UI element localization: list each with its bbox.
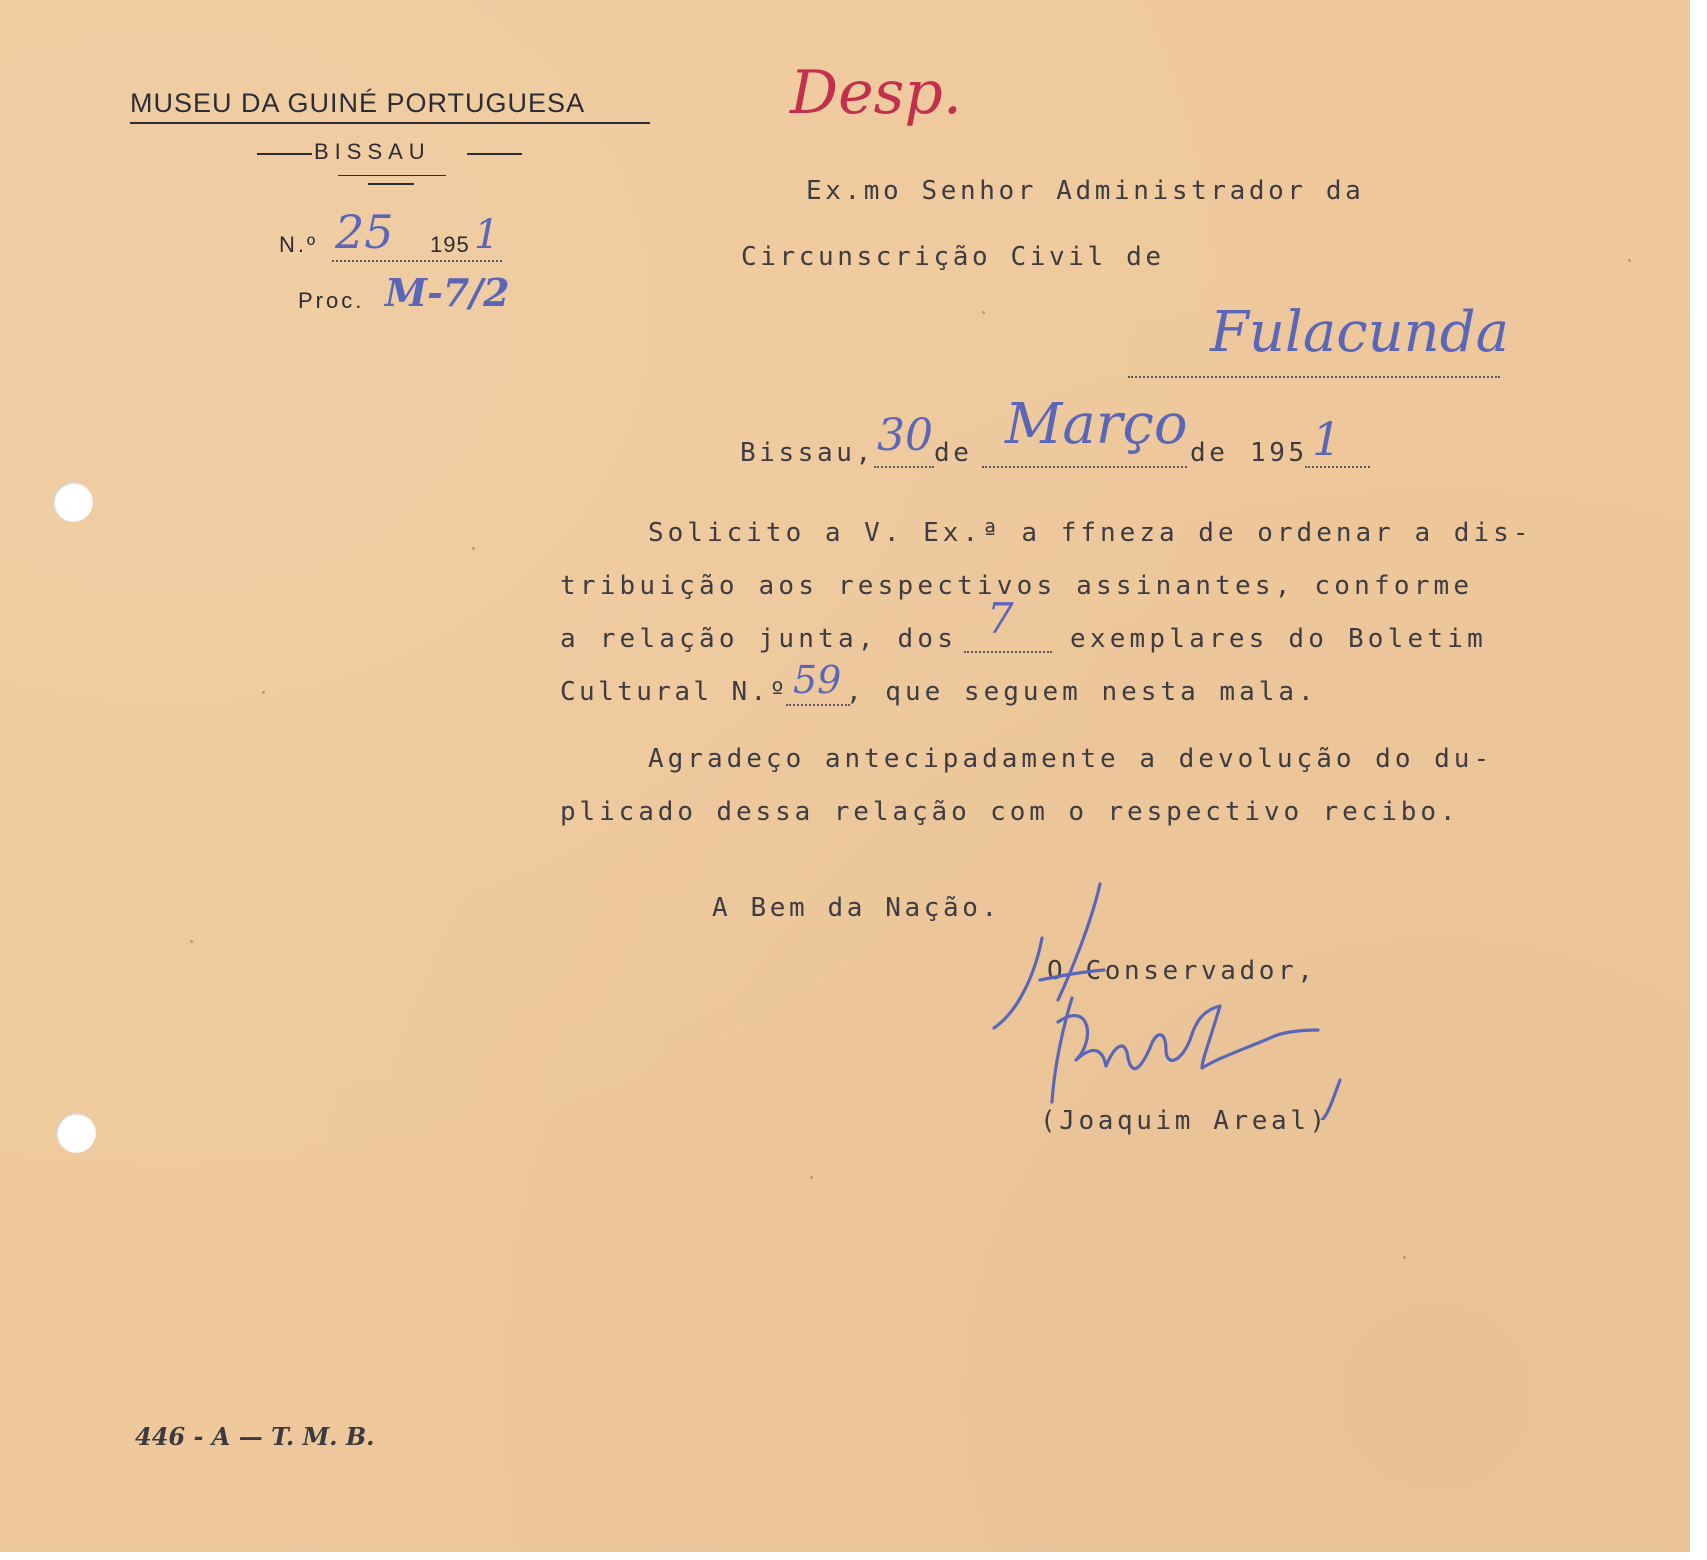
letterhead-institution: MUSEU DA GUINÉ PORTUGUESA	[130, 88, 586, 118]
proc-handwritten: M-7/2	[385, 270, 510, 315]
number-label: N.º	[279, 232, 319, 257]
dispatch-annotation: Desp.	[790, 58, 962, 128]
body-p1-line-2: tribuição aos respectivos assinantes, conforme	[560, 571, 1474, 601]
date-de-2: de	[1190, 438, 1229, 468]
date-month-dotline	[982, 466, 1187, 468]
closing-role: O Conservador,	[1047, 956, 1317, 986]
body-p1-line-3a: a relação junta, dos	[560, 624, 958, 654]
date-day-dotline	[874, 466, 934, 468]
copies-handwritten: 7	[987, 594, 1014, 643]
body-p1-line-4a: Cultural N.º	[560, 677, 789, 707]
body-p1-line-1: Solicito a V. Ex.ª a ffneza de ordenar a dis-	[648, 518, 1533, 548]
recipient-place: Fulacunda	[1210, 300, 1509, 365]
footer-print-code: 446 - A — T. M. B.	[135, 1422, 375, 1451]
letterhead-dash-left	[257, 153, 312, 155]
date-year-dotline	[1305, 466, 1370, 468]
number-dotline	[332, 260, 502, 262]
date-month: Março	[1005, 392, 1188, 457]
punch-hole-top	[53, 482, 93, 522]
issue-handwritten: 59	[793, 658, 842, 702]
recipient-line-2: Circunscrição Civil de	[741, 242, 1165, 272]
date-year-printed: 195	[1250, 438, 1308, 468]
issue-dotline	[786, 704, 850, 706]
body-p2-line-1: Agradeço antecipadamente a devolução do du-	[648, 744, 1494, 774]
recipient-line-1: Ex.mo Senhor Administrador da	[806, 176, 1365, 206]
closing-salutation: A Bem da Nação.	[712, 893, 1001, 923]
number-handwritten: 25	[335, 205, 394, 259]
punch-hole-bottom	[56, 1113, 96, 1153]
proc-label: Proc.	[298, 288, 365, 313]
copies-dotline	[964, 651, 1052, 653]
body-p1-line-3b: exemplares do Boletim	[1070, 624, 1487, 654]
number-year-printed: 195	[430, 232, 470, 257]
signature-scribble	[980, 880, 1380, 1120]
letterhead-dash-right	[467, 153, 522, 155]
closing-name: (Joaquim Areal)	[1040, 1106, 1329, 1136]
number-year-handwritten: 1	[474, 212, 500, 258]
date-year-handwritten: 1	[1312, 412, 1342, 466]
date-de-1: de	[934, 438, 973, 468]
letterhead-city: BISSAU	[314, 139, 431, 164]
letterhead-divider-short	[368, 183, 414, 185]
body-p1-line-4b: , que seguem nesta mala.	[846, 677, 1318, 707]
date-day: 30	[877, 410, 933, 461]
recipient-place-dotline	[1128, 376, 1500, 378]
letterhead-underline	[130, 122, 650, 124]
date-city: Bissau,	[740, 438, 875, 468]
body-p2-line-2: plicado dessa relação com o respectivo recibo.	[560, 797, 1460, 827]
letterhead-divider	[338, 175, 446, 176]
